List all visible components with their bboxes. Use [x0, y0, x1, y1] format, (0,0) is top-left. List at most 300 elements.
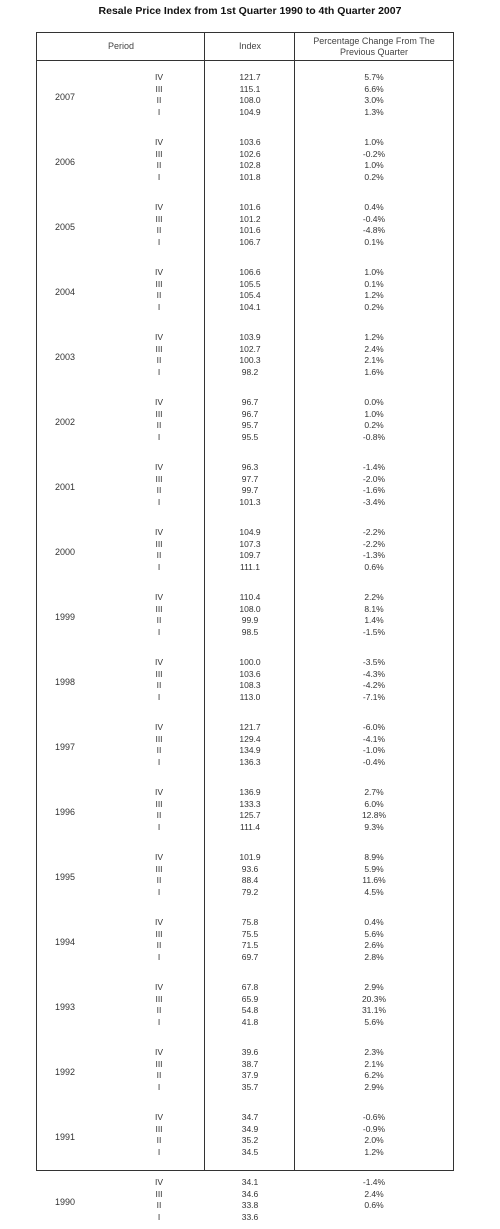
quarter-cell: III: [155, 83, 163, 94]
quarter-cell: IV: [154, 1177, 164, 1187]
table-row: [37, 940, 453, 950]
year-group: [37, 787, 453, 839]
table-row: [37, 367, 453, 377]
percent-change-cell: -0.9%: [362, 1123, 386, 1134]
table-row: [37, 745, 453, 755]
percent-change-cell: 2.3%: [364, 1047, 384, 1057]
index-cell: 105.5: [239, 278, 261, 289]
index-cell: 96.3: [241, 462, 259, 472]
quarter-cell: IV: [154, 722, 164, 732]
quarter-cell: II: [156, 680, 162, 690]
percent-change-cell: -3.5%: [362, 657, 386, 667]
quarter-cell: III: [155, 148, 163, 159]
percent-change-cell: 0.6%: [364, 1200, 384, 1210]
table-row: [37, 757, 453, 767]
percent-change-cell: 2.1%: [364, 355, 384, 365]
quarter-cell: III: [155, 473, 163, 484]
quarter-cell: IV: [154, 462, 164, 472]
quarter-cell: I: [157, 561, 161, 572]
index-cell: 103.9: [239, 332, 261, 342]
table-row: [37, 994, 453, 1004]
quarter-cell: I: [157, 171, 161, 182]
table-row: [37, 420, 453, 430]
header-index: Index: [238, 41, 262, 51]
percent-change-cell: 2.9%: [364, 982, 384, 992]
index-cell: 104.9: [239, 527, 261, 537]
table-row: [37, 149, 453, 159]
index-cell: 34.6: [241, 1188, 259, 1199]
quarter-cell: III: [155, 343, 163, 354]
index-cell: 79.2: [241, 886, 259, 897]
year-group: [37, 137, 453, 189]
year-label: 1999: [55, 612, 76, 622]
index-cell: 96.7: [241, 408, 259, 419]
quarter-cell: I: [157, 626, 161, 637]
year-group: [37, 722, 453, 774]
table-row: [37, 1082, 453, 1092]
index-cell: 101.6: [239, 225, 261, 235]
index-cell: 121.7: [239, 722, 261, 732]
percent-change-cell: 1.4%: [364, 615, 384, 625]
year-group: [37, 462, 453, 514]
quarter-cell: II: [156, 615, 162, 625]
year-group: [37, 332, 453, 384]
index-cell: 111.4: [239, 821, 260, 832]
percent-change-cell: 1.2%: [364, 290, 384, 300]
table-row: [37, 722, 453, 732]
index-cell: 34.5: [241, 1146, 259, 1157]
index-cell: 101.2: [239, 213, 261, 224]
table-row: [37, 1147, 453, 1157]
index-cell: 75.5: [241, 928, 259, 939]
year-label: 1997: [55, 742, 76, 752]
table-row: [37, 810, 453, 820]
quarter-cell: IV: [154, 852, 164, 862]
quarter-cell: III: [155, 993, 163, 1004]
table-row: [37, 615, 453, 625]
table-row: [37, 160, 453, 170]
year-label: 1994: [55, 937, 76, 947]
quarter-cell: I: [157, 1211, 161, 1222]
index-cell: 125.7: [239, 810, 261, 820]
quarter-cell: IV: [154, 657, 164, 667]
quarter-cell: IV: [154, 592, 164, 602]
percent-change-cell: 5.7%: [364, 72, 384, 82]
percent-change-cell: 2.4%: [364, 1188, 384, 1199]
index-cell: 33.8: [241, 1200, 259, 1210]
index-cell: 98.5: [241, 626, 259, 637]
table-row: [37, 550, 453, 560]
index-cell: 107.3: [239, 538, 261, 549]
year-group: [37, 852, 453, 904]
year-label: 2003: [55, 352, 76, 362]
quarter-cell: IV: [154, 1047, 164, 1057]
table-row: [37, 485, 453, 495]
percent-change-cell: -4.3%: [362, 668, 386, 679]
index-cell: 111.1: [239, 561, 260, 572]
index-cell: 34.7: [241, 1112, 259, 1122]
percent-change-cell: -2.2%: [362, 527, 386, 537]
header-period: Period: [107, 41, 134, 51]
table-row: [37, 562, 453, 572]
percent-change-cell: 2.7%: [364, 787, 384, 797]
percent-change-cell: -1.3%: [362, 550, 386, 560]
quarter-cell: III: [155, 278, 163, 289]
index-cell: 109.7: [239, 550, 261, 560]
quarter-cell: III: [155, 1188, 163, 1199]
percent-change-cell: 2.2%: [364, 592, 384, 602]
percent-change-cell: 2.1%: [364, 1058, 384, 1069]
percent-change-cell: -0.2%: [362, 148, 386, 159]
year-group: [37, 527, 453, 579]
quarter-cell: I: [157, 691, 161, 702]
index-cell: 136.3: [239, 756, 261, 767]
quarter-cell: I: [157, 431, 161, 442]
index-cell: 39.6: [241, 1047, 259, 1057]
index-cell: 115.1: [239, 83, 261, 94]
quarter-cell: I: [157, 1081, 161, 1092]
table-row: [37, 474, 453, 484]
table-row: [37, 172, 453, 182]
index-cell: 37.9: [241, 1070, 259, 1080]
percent-change-cell: 0.0%: [364, 397, 384, 407]
quarter-cell: IV: [154, 917, 164, 927]
quarter-cell: II: [156, 875, 162, 885]
percent-change-cell: 0.6%: [364, 561, 384, 572]
table-row: [37, 1124, 453, 1134]
quarter-cell: I: [157, 886, 161, 897]
quarter-cell: II: [156, 1135, 162, 1145]
index-cell: 65.9: [241, 993, 259, 1004]
index-cell: 96.7: [241, 397, 259, 407]
index-cell: 95.5: [241, 431, 259, 442]
year-label: 1993: [55, 1002, 76, 1012]
table-row: [37, 84, 453, 94]
year-label: 2000: [55, 547, 76, 557]
index-cell: 69.7: [241, 951, 259, 962]
quarter-cell: IV: [154, 267, 164, 277]
header-percentage-change: Percentage Change From The Previous Quarter: [313, 35, 435, 57]
table-row: [37, 1189, 453, 1199]
index-cell: 104.1: [239, 301, 261, 312]
table-row: [37, 302, 453, 312]
quarter-cell: III: [155, 213, 163, 224]
quarter-cell: I: [157, 496, 161, 507]
year-group: [37, 1112, 453, 1164]
table-row: [37, 95, 453, 105]
percent-change-cell: 1.0%: [364, 267, 384, 277]
index-cell: 108.0: [239, 603, 261, 614]
table-row: [37, 397, 453, 407]
index-cell: 88.4: [241, 875, 259, 885]
quarter-cell: IV: [154, 72, 164, 82]
percent-change-cell: 0.4%: [364, 202, 384, 212]
index-cell: 97.7: [241, 473, 259, 484]
table-row: [37, 669, 453, 679]
year-label: 1990: [55, 1197, 76, 1207]
table-row: [37, 539, 453, 549]
table-row: [37, 344, 453, 354]
table-row: [37, 1112, 453, 1122]
resale-price-index-table: [36, 32, 454, 1222]
percent-change-cell: 2.8%: [364, 951, 384, 962]
quarter-cell: IV: [154, 137, 164, 147]
table-row: [37, 680, 453, 690]
index-cell: 101.3: [239, 496, 261, 507]
table-row: [37, 657, 453, 667]
percent-change-cell: -3.4%: [362, 496, 386, 507]
year-group: [37, 202, 453, 254]
quarter-cell: II: [156, 160, 162, 170]
index-cell: 54.8: [241, 1005, 259, 1015]
percent-change-cell: 20.3%: [361, 993, 387, 1004]
table-row: [37, 692, 453, 702]
table-title: Resale Price Index from 1st Quarter 1990 to 4th Quarter 2007: [98, 5, 402, 17]
quarter-cell: II: [156, 290, 162, 300]
index-cell: 136.9: [239, 787, 261, 797]
table-row: [37, 604, 453, 614]
quarter-cell: III: [155, 863, 163, 874]
index-cell: 75.8: [241, 917, 259, 927]
quarter-cell: I: [157, 821, 161, 832]
quarter-cell: III: [155, 798, 163, 809]
index-cell: 103.6: [239, 668, 261, 679]
percent-change-cell: 6.2%: [364, 1070, 384, 1080]
index-cell: 102.7: [239, 343, 261, 354]
table-row: [37, 592, 453, 602]
table-row: [37, 107, 453, 117]
year-group: [37, 657, 453, 709]
table-row: [37, 875, 453, 885]
index-cell: 33.6: [241, 1211, 259, 1222]
percent-change-cell: -4.1%: [362, 733, 386, 744]
quarter-cell: II: [156, 550, 162, 560]
index-cell: 101.9: [239, 852, 261, 862]
table-row: [37, 1017, 453, 1027]
percent-change-cell: 2.0%: [364, 1135, 384, 1145]
quarter-cell: IV: [154, 1112, 164, 1122]
percent-change-cell: -2.0%: [362, 473, 386, 484]
index-cell: 134.9: [239, 745, 261, 755]
quarter-cell: I: [157, 1016, 161, 1027]
index-cell: 101.8: [239, 171, 261, 182]
table-row: [37, 527, 453, 537]
quarter-cell: IV: [154, 202, 164, 212]
table-row: [37, 225, 453, 235]
year-label: 1995: [55, 872, 76, 882]
percent-change-cell: 6.0%: [364, 798, 384, 809]
percent-change-cell: -1.4%: [362, 1177, 386, 1187]
table-row: [37, 409, 453, 419]
quarter-cell: I: [157, 236, 161, 247]
percent-change-cell: -0.6%: [362, 1112, 386, 1122]
table-row: [37, 1047, 453, 1057]
table-row: [37, 332, 453, 342]
percent-change-cell: -0.4%: [362, 756, 386, 767]
index-cell: 67.8: [241, 982, 259, 992]
percent-change-cell: -1.4%: [362, 462, 386, 472]
index-cell: 34.9: [241, 1123, 259, 1134]
percent-change-cell: 6.6%: [364, 83, 384, 94]
quarter-cell: III: [155, 603, 163, 614]
year-label: 1991: [55, 1132, 76, 1142]
index-cell: 93.6: [241, 863, 259, 874]
quarter-cell: III: [155, 928, 163, 939]
table-row: [37, 787, 453, 797]
index-cell: 35.2: [241, 1135, 259, 1145]
table-row: [37, 852, 453, 862]
table-row: [37, 267, 453, 277]
percent-change-cell: -2.2%: [362, 538, 386, 549]
year-label: 2007: [55, 92, 76, 102]
index-cell: 101.6: [239, 202, 261, 212]
percent-change-cell: -0.4%: [362, 213, 386, 224]
quarter-cell: II: [156, 940, 162, 950]
table-row: [37, 1135, 453, 1145]
percent-change-cell: 4.5%: [364, 886, 384, 897]
percent-change-cell: 1.3%: [364, 106, 384, 117]
quarter-cell: I: [157, 106, 161, 117]
index-cell: 104.9: [239, 106, 261, 117]
index-cell: 99.7: [241, 485, 259, 495]
percent-change-cell: 0.2%: [364, 420, 384, 430]
percent-change-cell: 0.4%: [364, 917, 384, 927]
year-group: [37, 1047, 453, 1099]
table-row: [37, 887, 453, 897]
percent-change-cell: -1.6%: [362, 485, 386, 495]
index-cell: 121.7: [239, 72, 261, 82]
table-row: [37, 952, 453, 962]
table-row: [37, 864, 453, 874]
table-row: [37, 929, 453, 939]
table-row: [37, 279, 453, 289]
index-cell: 108.3: [239, 680, 261, 690]
index-cell: 34.1: [241, 1177, 259, 1187]
quarter-cell: II: [156, 95, 162, 105]
year-label: 1992: [55, 1067, 76, 1077]
percent-change-cell: 0.1%: [364, 236, 384, 247]
year-group: [37, 592, 453, 644]
index-cell: 105.4: [239, 290, 261, 300]
year-label: 2002: [55, 417, 76, 427]
table-row: [37, 917, 453, 927]
quarter-cell: III: [155, 1123, 163, 1134]
year-label: 2001: [55, 482, 76, 492]
year-group: [37, 397, 453, 449]
year-group: [37, 982, 453, 1034]
quarter-cell: III: [155, 733, 163, 744]
table-row: [37, 462, 453, 472]
index-cell: 41.8: [241, 1016, 259, 1027]
percent-change-cell: 0.2%: [364, 171, 384, 182]
percent-change-cell: 2.4%: [364, 343, 384, 354]
year-group: [37, 1177, 453, 1229]
quarter-cell: II: [156, 1200, 162, 1210]
percent-change-cell: 8.9%: [364, 852, 384, 862]
table-row: [37, 1212, 453, 1222]
quarter-cell: I: [157, 366, 161, 377]
percent-change-cell: 11.6%: [362, 875, 386, 885]
percent-change-cell: 1.2%: [364, 1146, 384, 1157]
percent-change-cell: 9.3%: [364, 821, 384, 832]
index-cell: 110.4: [239, 592, 261, 602]
year-group: [37, 72, 453, 124]
year-label: 2005: [55, 222, 76, 232]
percent-change-cell: 0.1%: [364, 278, 384, 289]
percent-change-cell: 31.1%: [361, 1005, 387, 1015]
index-cell: 35.7: [241, 1081, 259, 1092]
index-cell: 98.2: [241, 366, 259, 377]
index-cell: 129.4: [239, 733, 261, 744]
percent-change-cell: 12.8%: [361, 810, 387, 820]
percent-change-cell: 1.0%: [364, 137, 384, 147]
percent-change-cell: -1.5%: [362, 626, 386, 637]
quarter-cell: I: [157, 301, 161, 312]
index-cell: 133.3: [239, 798, 261, 809]
quarter-cell: IV: [154, 332, 164, 342]
year-label: 1996: [55, 807, 76, 817]
percent-change-cell: -6.0%: [362, 722, 386, 732]
index-cell: 106.7: [239, 236, 261, 247]
index-cell: 102.8: [239, 160, 261, 170]
table-row: [37, 1200, 453, 1210]
index-cell: 100.0: [239, 657, 261, 667]
table-row: [37, 1070, 453, 1080]
table-row: [37, 982, 453, 992]
table-row: [37, 202, 453, 212]
table-row: [37, 237, 453, 247]
percent-change-cell: -7.1%: [362, 691, 386, 702]
table-row: [37, 72, 453, 82]
index-cell: 103.6: [239, 137, 261, 147]
table-row: [37, 497, 453, 507]
table-row: [37, 432, 453, 442]
quarter-cell: III: [155, 1058, 163, 1069]
quarter-cell: II: [156, 810, 162, 820]
percent-change-cell: -1.0%: [362, 745, 386, 755]
quarter-cell: II: [156, 225, 162, 235]
table-row: [37, 1059, 453, 1069]
quarter-cell: III: [155, 538, 163, 549]
quarter-cell: IV: [154, 787, 164, 797]
percent-change-cell: 8.1%: [364, 603, 384, 614]
quarter-cell: II: [156, 485, 162, 495]
table-row: [37, 627, 453, 637]
table-row: [37, 355, 453, 365]
year-label: 2006: [55, 157, 76, 167]
percent-change-cell: -0.8%: [362, 431, 386, 442]
percent-change-cell: 1.6%: [364, 366, 384, 377]
table-row: [37, 137, 453, 147]
year-group: [37, 267, 453, 319]
index-cell: 106.6: [239, 267, 261, 277]
percent-change-cell: 2.9%: [364, 1081, 384, 1092]
table-row: [37, 734, 453, 744]
percent-change-cell: 1.0%: [364, 408, 384, 419]
index-cell: 100.3: [239, 355, 261, 365]
percent-change-cell: 5.6%: [364, 928, 384, 939]
percent-change-cell: 5.9%: [364, 863, 384, 874]
percent-change-cell: 0.2%: [364, 301, 384, 312]
table-row: [37, 214, 453, 224]
year-label: 2004: [55, 287, 76, 297]
quarter-cell: I: [157, 756, 161, 767]
quarter-cell: IV: [154, 527, 164, 537]
quarter-cell: I: [157, 1146, 161, 1157]
percent-change-cell: -4.8%: [362, 225, 386, 235]
quarter-cell: II: [156, 1005, 162, 1015]
table-row: [37, 290, 453, 300]
